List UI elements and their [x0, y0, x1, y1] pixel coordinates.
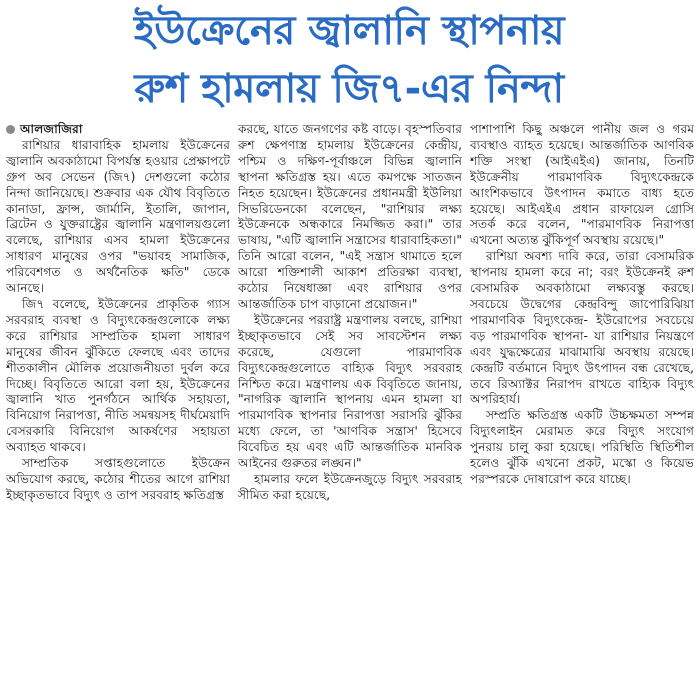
paragraph: ইউক্রেনের পররাষ্ট্র মন্ত্রণালয় বলছে, রাশিয়া ইচ্ছাকৃতভাবে সেই সব সাবস্টেশন লক্ষ্য করেছে, যেগুলো পারমাণবিক বিদ্যুৎকেন্দ্রগুলোতে বাহ্যিক বিদ্যুৎ সরবরাহ নিশ্চিত করে। মন্ত্রণালয় এক বিবৃতিতে জানায়, "নাগরিক জ্বালানি স্থাপনায় এমন হামলা যা পারমাণবিক স্থাপনার নিরাপত্তা সরাসরি ঝুঁকির মধ্যে ফেলে, তা 'আণবিক সন্ত্রাস' হিসেবে বিবেচিত হয় এবং এটি আন্তর্জাতিক মানবিক আইনের গুরুতর লঙ্ঘন।" [238, 312, 462, 471]
paragraph: রাশিয়া অবশ্য দাবি করে, তারা বেসামরিক স্থাপনায় হামলা করে না; বরং ইউক্রেনই রুশ বেসামরিক অবকাঠামো লক্ষ্যবস্তু করছে। সবচেয়ে উদ্বেগের কেন্দ্রবিন্দু জাপোরিঝিয়া পারমাণবিক বিদ্যুৎকেন্দ্র- ইউরোপের সবচেয়ে বড় পারমাণবিক স্থাপনা- যা রাশিয়ার নিয়ন্ত্রণে এবং যুদ্ধক্ষেত্রের মাঝামাঝি অবস্থায় রয়েছে। কেন্দ্রটি বর্তমানে বিদ্যুৎ উৎপাদন বন্ধ রেখেছে, তবে রিঅ্যাক্টর নিরাপদ রাখতে বাহ্যিক বিদ্যুৎ অপরিহার্য। [470, 249, 694, 407]
byline [6, 122, 230, 138]
byline-source: আলজাজিরা [20, 122, 83, 136]
bullet-icon [6, 125, 15, 134]
headline-line-1: ইউক্রেনের জ্বালানি স্থাপনায় [133, 8, 565, 54]
paragraph: সম্প্রতি ক্ষতিগ্রস্ত একটি উচ্চক্ষমতা সম্পন্ন বিদ্যুৎলাইন মেরামত করে বিদ্যুৎ সংযোগ পুনরায় চালু করা হয়েছে। পরিস্থিতি স্থিতিশীল হলেও ঝুঁকি এখনো প্রকট, মস্কো ও কিয়েভ পরস্পরকে দোষারোপ করে যাচ্ছে। [470, 408, 694, 486]
headline-line-2: রুশ হামলায় জি৭-এর নিন্দা [134, 66, 564, 112]
paragraph: করছে, যাতে জনগণের কষ্ট বাড়ে। বৃহস্পতিবার রুশ ক্ষেপণাস্ত্র হামলায় ইউক্রেনের কেন্দ্রীয়, পশ্চিম ও দক্ষিণ-পূর্বাঞ্চলে বিভিন্ন জ্বালানি স্থাপনা ক্ষতিগ্রস্ত হয়। এতে কমপক্ষে সাতজন নিহত হয়েছেন। ইউক্রেনের প্রধানমন্ত্রী ইউলিয়া সিভরিডেনকো বলেছেন, "রাশিয়ার লক্ষ্য ইউক্রেনকে অন্ধকারে নিমজ্জিত করা।" তার ভাষায়, "এটি জ্বালানি সন্ত্রাসের ধারাবাহিকতা।" তিনি আরো বলেন, "এই সন্ত্রাস থামাতে হলে আরো শক্তিশালী আকাশ প্রতিরক্ষা ব্যবস্থা, কঠোর নিষেধাজ্ঞা এবং রাশিয়ার ওপর আন্তর্জাতিক চাপ বাড়ানো প্রয়োজন।" [238, 122, 462, 311]
paragraph: রাশিয়ার ধারাবাহিক হামলায় ইউক্রেনের জ্বালানি অবকাঠামো বিপর্যস্ত হওয়ার প্রেক্ষাপটে গ্রুপ অব সেভেন (জি৭) দেশগুলো কঠোর নিন্দা জানিয়েছে। শুক্রবার এক যৌথ বিবৃতিতে কানাডা, ফ্রান্স, জার্মানি, ইতালি, জাপান, ব্রিটেন ও যুক্তরাষ্ট্রের জ্বালানি মন্ত্রণালয়গুলো বলেছে, রাশিয়ার এসব হামলা ইউক্রেনের সাধারণ মানুষের ওপর "ভয়াবহ সামাজিক, পরিবেশগত ও অর্থনৈতিক ক্ষতি" ডেকে আনছে। [6, 137, 230, 296]
paragraph: সাম্প্রতিক সপ্তাহগুলোতে ইউক্রেন অভিযোগ করছে, কঠোর শীতের আগে রাশিয়া ইচ্ছাকৃতভাবে বিদ্যুৎ ও তাপ সরবরাহ ক্ষতিগ্রস্ত [6, 456, 230, 502]
paragraph: হামলার ফলে ইউক্রেনজুড়ে বিদ্যুৎ সরবরাহ সীমিত করা হয়েছে, [238, 471, 462, 502]
article-body [6, 122, 694, 684]
column-1 [6, 122, 230, 684]
column-3 [470, 122, 694, 684]
article-headline [8, 2, 690, 118]
paragraph: জি৭ বলেছে, ইউক্রেনের প্রাকৃতিক গ্যাস সরবরাহ ব্যবস্থা ও বিদ্যুৎকেন্দ্রগুলোকে লক্ষ্য করে রাশিয়ার সাম্প্রতিক হামলা সাধারণ মানুষের জীবন ঝুঁকিতে ফেলছে এবং তাদের শীতকালীন মৌলিক প্রয়োজনীয়তা দুর্বল করে দিচ্ছে। বিবৃতিতে আরো বলা হয়, ইউক্রেনের জ্বালানি খাত পুনর্গঠনে আর্থিক সহায়তা, বিনিয়োগ নিরাপত্তা, নীতি সমন্বয়সহ দীর্ঘমেয়াদি বেসরকারি বিনিয়োগ আকর্ষণের সহায়তা অব্যাহত থাকবে। [6, 296, 230, 455]
paragraph: পাশাপাশি কিছু অঞ্চলে পানীয় জল ও গরম ব্যবস্থাও ব্যাহত হয়েছে। আন্তর্জাতিক আণবিক শক্তি সংস্থা (আইএইএ) জানায়, তিনটি ইউক্রেনীয় পারমাণবিক বিদ্যুৎকেন্দ্রকে আংশিকভাবে উৎপাদন কমাতে বাধ্য হতে হয়েছে। আইএইএ প্রধান রাফায়েল গ্রোসি সতর্ক করে বলেন, "পারমাণবিক নিরাপত্তা এখনো অত্যন্ত ঝুঁকিপূর্ণ অবস্থায় রয়েছে।" [470, 122, 694, 248]
column-2 [238, 122, 462, 684]
